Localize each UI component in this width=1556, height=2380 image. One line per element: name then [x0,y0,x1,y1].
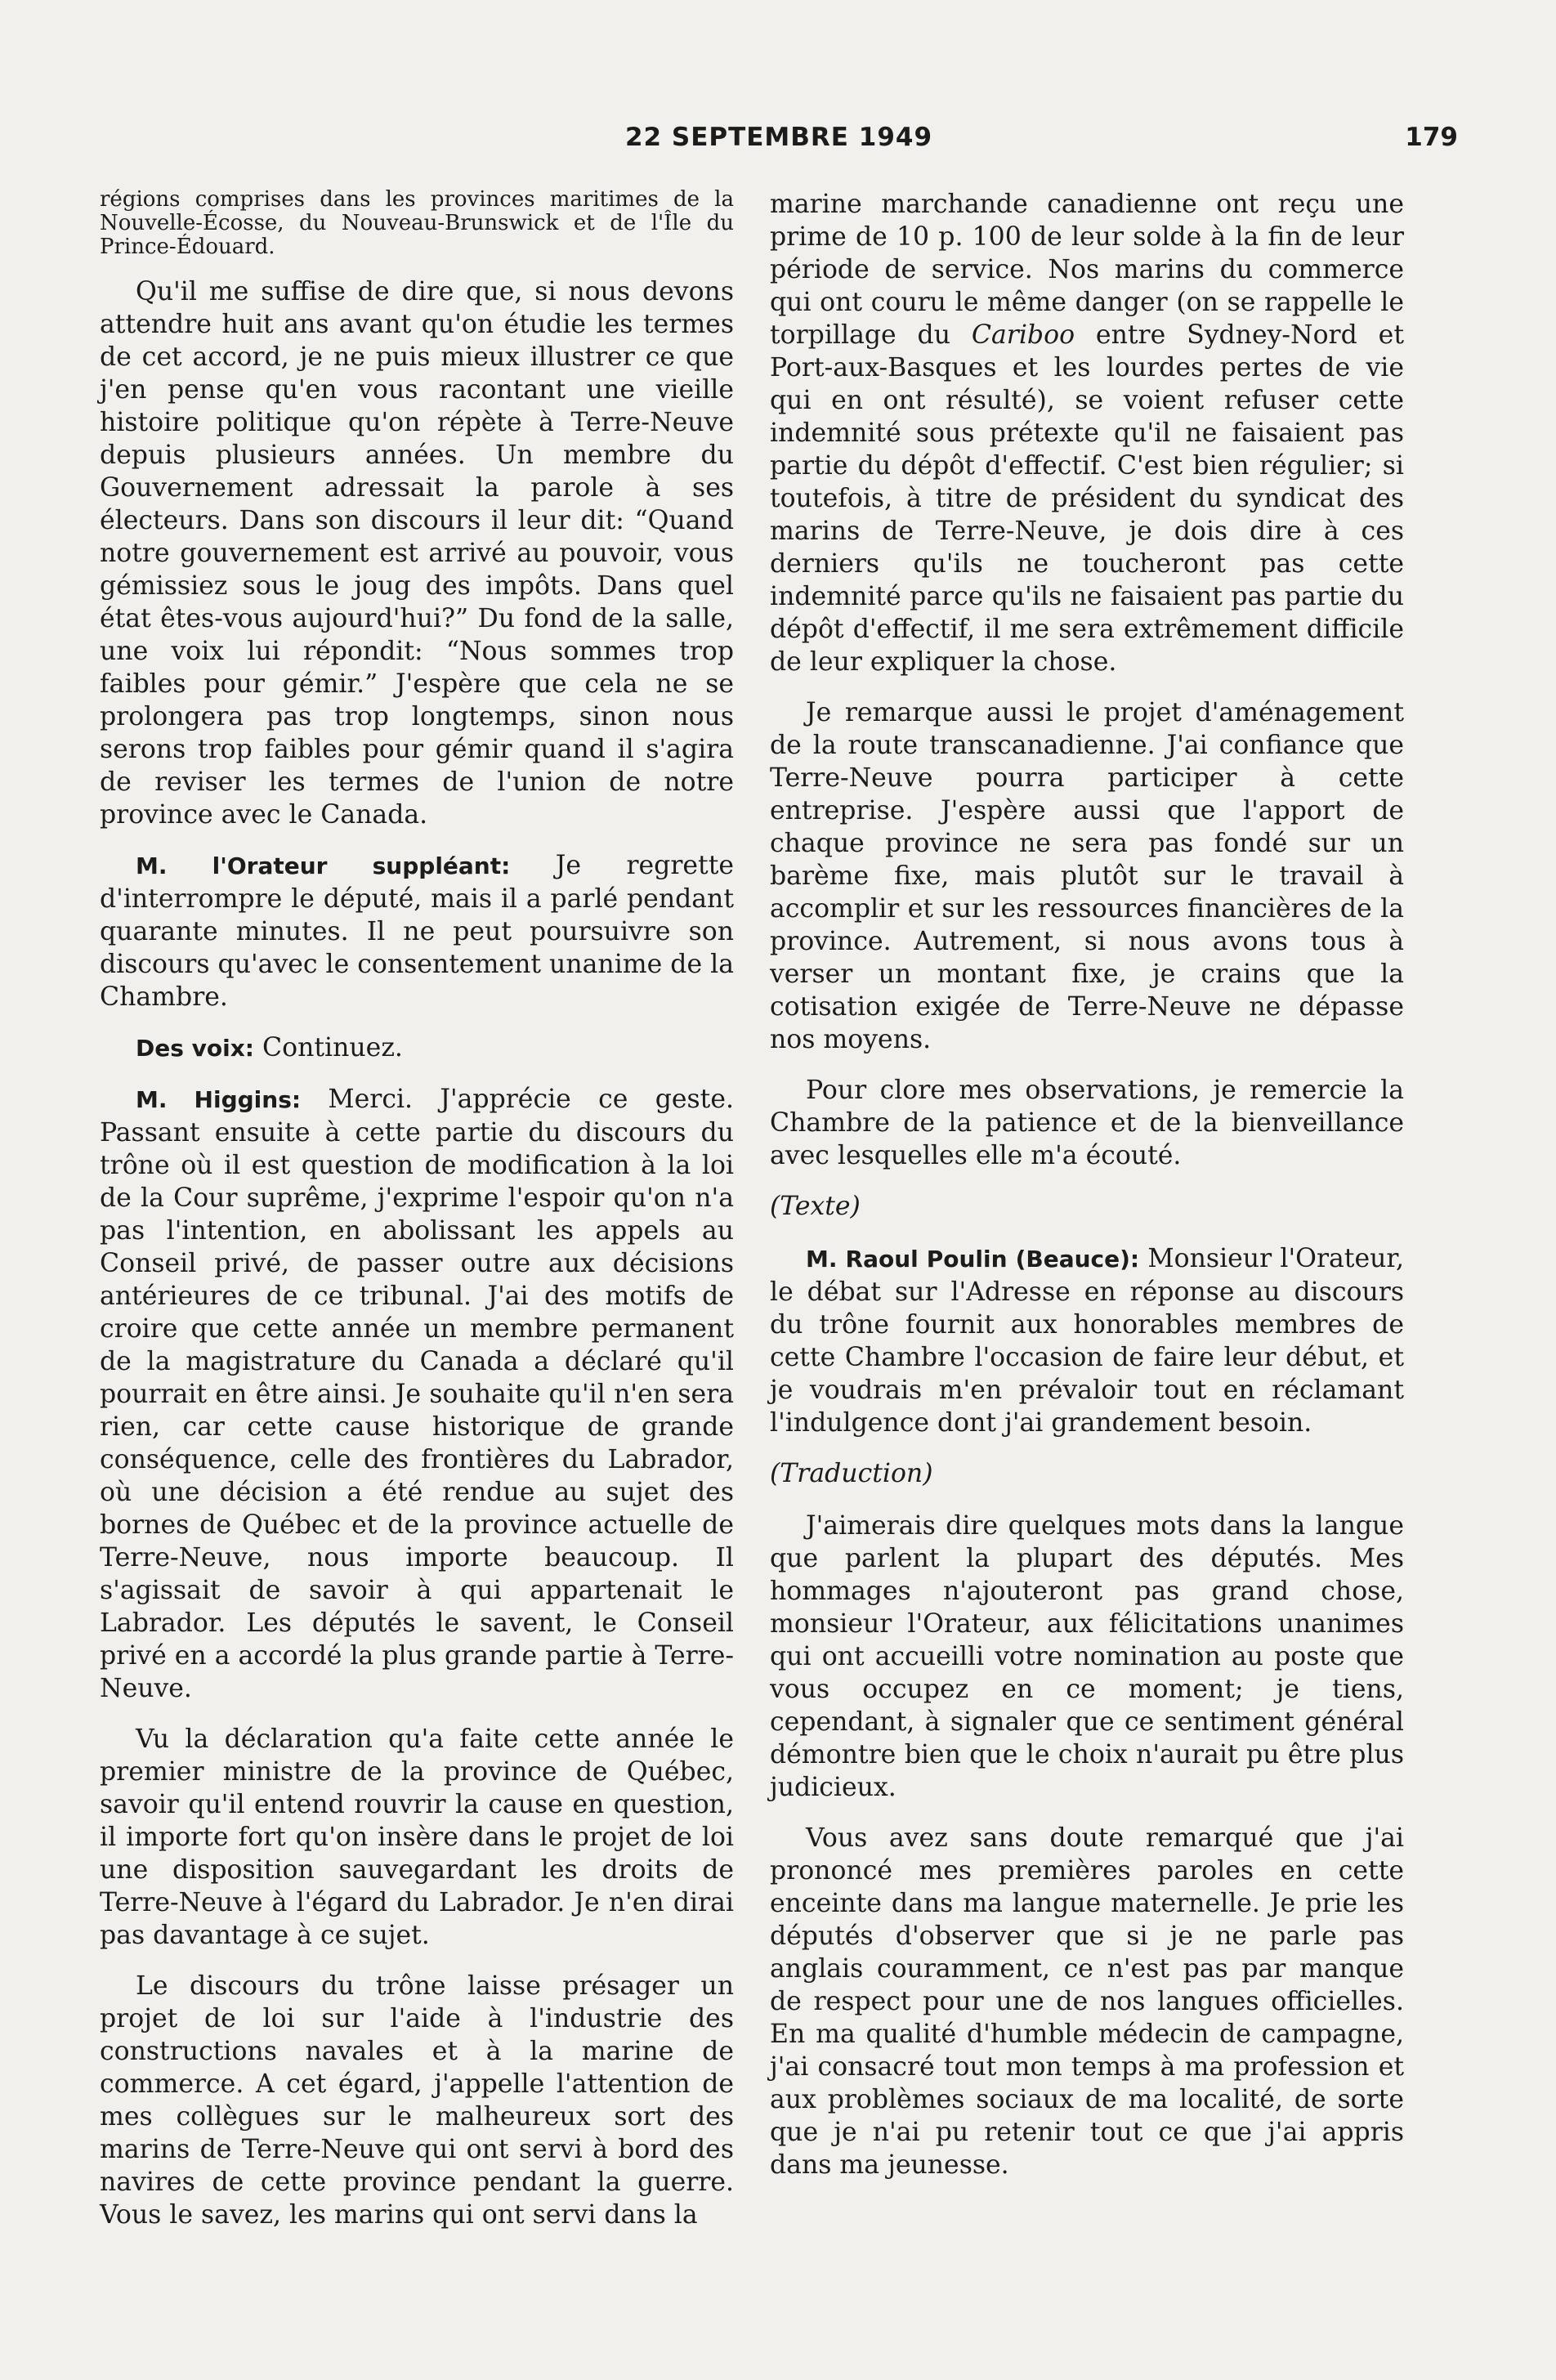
right-column [770,188,1404,2199]
paragraph: J'aimerais dire quelques mots dans la langue que parlent la plupart des députés. Mes hommages n'ajouteront pas grand chose, monsieur l'Orateur, aux félicitations unanimes qui ont accueilli votre nomination au poste que vous occupez en ce moment; je tiens, cependant, à signaler que ce sentiment général démontre bien que le choix n'aurait pu être plus judicieux. [770,1511,1404,1802]
paragraph: Qu'il me suffise de dire que, si nous devons attendre huit ans avant qu'on étudie les termes de cet accord, je ne puis mieux illustrer ce que j'en pense qu'en vous racontant une vieille histoire politique qu'on répète à Terre-Neuve depuis plusieurs années. Un membre du Gouvernement adressait la parole à ses électeurs. Dans son discours il leur dit: “Quand notre gouvernement est arrivé au pouvoir, vous gémissiez sous le joug des impôts. Dans quel état êtes-vous aujourd'hui?” Du fond de la salle, une voix lui répondit: “Nous sommes trop faibles pour gémir.” J'espère que cela ne se prolongera pas trop longtemps, sinon nous serons trop faibles pour gémir quand il s'agira de reviser les termes de l'union de notre province avec le Canada. [100,277,734,830]
speech-paragraph [100,849,734,1013]
speech-text: Monsieur l'Orateur, le débat sur l'Adresse en réponse au discours du trône fournit aux honorables membres de cette Chambre l'occasion de faire leur début, et je voudrais m'en prévaloir tout en réclamant l'indulgence dont j'ai grandement besoin. [770,1244,1405,1438]
page-number: 179 [1405,123,1458,152]
speech-text: Continuez. [254,1033,403,1062]
paragraph-continuation: régions comprises dans les provinces maritimes de la Nouvelle-Écosse, du Nouveau-Brunswick et de l'Île du Prince-Édouard. [100,187,734,259]
left-column [100,188,734,2249]
paragraph: Vous avez sans doute remarqué que j'ai prononcé mes premières paroles en cette enceinte dans ma langue maternelle. Je prie les députés d'observer que si je ne parle pas anglais couramment, ce n'est pas par manque de respect pour une de nos langues officielles. En ma qualité d'humble médecin de campagne, j'ai consacré tout mon temps à ma profession et aux problèmes sociaux de ma localité, de sorte que je n'ai pu retenir tout ce que j'ai appris dans ma jeunesse. [770,1823,1404,2180]
speaker-label: M. l'Orateur suppléant: [136,852,511,879]
speaker-label: Des voix: [136,1035,254,1062]
paragraph: Pour clore mes observations, je remercie la Chambre de la patience et de la bienveillance avec lesquelles elle m'a écouté. [770,1076,1404,1170]
speaker-label: M. Raoul Poulin (Beauce): [806,1246,1140,1273]
speech-paragraph [100,1031,734,1065]
paragraph-continuation [770,188,1404,678]
paragraph: Le discours du trône laisse présager un projet de loi sur l'aide à l'industrie des constructions navales et à la marine de commerce. A cet égard, j'appelle l'attention de mes collègues sur le malheureux sort des marins de Terre-Neuve qui ont servi à bord des navires de cette province pendant la guerre. Vous le savez, les marins qui ont servi dans la [100,1971,734,2230]
speech-text: Merci. J'apprécie ce geste. Passant ensuite à cette partie du discours du trône où il est question de modification à la loi de la Cour suprême, j'exprime l'espoir qu'on n'a pas l'intention, en abolissant les appels au Conseil privé, de passer outre aux décisions antérieures de ce tribunal. J'ai des motifs de croire que cette année un membre permanent de la magistrature du Canada a déclaré qu'il pourrait en être ainsi. Je souhaite qu'il n'en sera rien, car cette cause historique de grande conséquence, celle des frontières du Labrador, où une décision a été rendue au sujet des bornes de Québec et de la province actuelle de Terre-Neuve, nous importe beaucoup. Il s'agissait de savoir à qui appartenait le Labrador. Les députés le savent, le Conseil privé en a accordé la plus grande partie à Terre-Neuve. [100,1085,734,1703]
speech-paragraph [100,1083,734,1705]
paragraph-text: entre Sydney-Nord et Port-aux-Basques et les lourdes pertes de vie qui en ont résulté), se voient refuser cette indemnité sous prétexte qu'il ne faisaient pas partie du dépôt d'effectif. C'est bien régulier; si toutefois, à titre de président du syndicat des marins de Terre-Neuve, je dois dire à ces derniers qu'ils ne toucheront pas cette indemnité parce qu'ils ne faisaient pas partie du dépôt d'effectif, il me sera extrêmement difficile de leur expliquer la chose. [770,320,1404,677]
section-marker-texte: (Texte) [770,1192,861,1221]
page-header [100,123,1458,168]
paragraph: Je remarque aussi le projet d'aménagement de la route transcanadienne. J'ai confiance que Terre-Neuve pourra participer à cette entreprise. J'espère aussi que l'apport de chaque province ne sera pas fondé sur un barème fixe, mais plutôt sur le travail à accomplir et sur les ressources financières de la province. Autrement, si nous avons tous à verser un montant fixe, je crains que la cotisation exigée de Terre-Neuve ne dépasse nos moyens. [770,698,1404,1054]
speech-text: Je regrette d'interrompre le député, mais il a parlé pendant quarante minutes. Il ne peut poursuivre son discours qu'avec le consentement unanime de la Chambre. [100,851,734,1012]
speaker-label: M. Higgins: [136,1086,302,1113]
speech-paragraph [770,1242,1404,1439]
paragraph-text: marine marchande canadienne ont reçu une prime de 10 p. 100 de leur solde à la fin de leur période de service. Nos marins du commerce qui ont couru le même danger (on se rappelle le torpillage du [770,190,1404,350]
section-marker-traduction: (Traduction) [770,1459,933,1488]
ship-name: Cariboo [971,320,1075,350]
paragraph: Vu la déclaration qu'a faite cette année le premier ministre de la province de Québec, savoir qu'il entend rouvrir la cause en question, il importe fort qu'on insère dans le projet de loi une disposition sauvegardant les droits de Terre-Neuve à l'égard du Labrador. Je n'en dirai pas davantage à ce sujet. [100,1725,734,1950]
header-date: 22 SEPTEMBRE 1949 [624,123,933,152]
